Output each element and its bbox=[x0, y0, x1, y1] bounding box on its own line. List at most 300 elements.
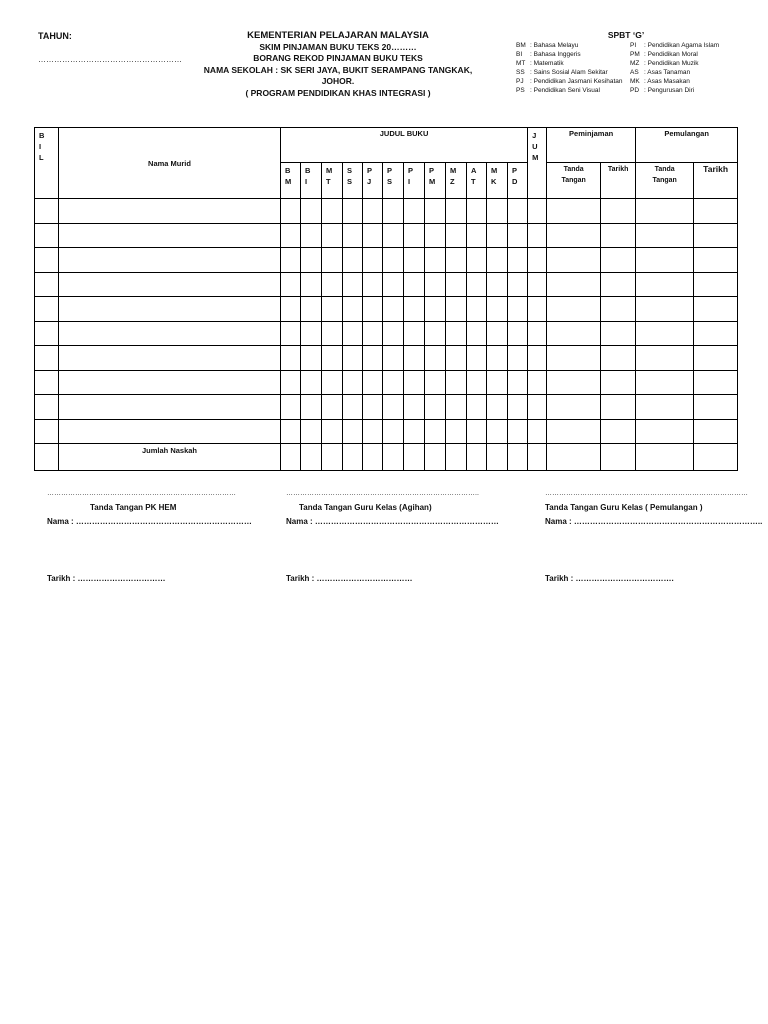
table-cell[interactable] bbox=[467, 444, 487, 471]
legend-item-mt bbox=[516, 59, 623, 68]
table-cell[interactable] bbox=[601, 297, 636, 322]
legend-name: : Pengurusan Diri bbox=[644, 87, 695, 95]
table-row bbox=[35, 346, 738, 371]
table-cell[interactable] bbox=[467, 248, 487, 273]
table-cell[interactable] bbox=[487, 272, 508, 297]
table-cell[interactable] bbox=[301, 444, 322, 471]
table-cell[interactable] bbox=[322, 419, 343, 444]
table-cell[interactable] bbox=[508, 297, 528, 322]
legend-code: PS bbox=[516, 87, 525, 95]
table-cell[interactable] bbox=[35, 199, 59, 224]
table-cell[interactable] bbox=[694, 223, 738, 248]
table-cell[interactable] bbox=[301, 223, 322, 248]
table-cell[interactable] bbox=[425, 346, 446, 371]
table-cell[interactable] bbox=[404, 395, 425, 420]
table-cell[interactable] bbox=[694, 199, 738, 224]
table-cell[interactable] bbox=[547, 248, 601, 273]
legend-item-pj bbox=[516, 77, 623, 86]
table-cell[interactable] bbox=[404, 297, 425, 322]
table-cell[interactable] bbox=[363, 346, 383, 371]
legend-code: AS bbox=[630, 69, 639, 77]
legend-item-mk bbox=[630, 77, 719, 86]
table-cell[interactable] bbox=[528, 419, 547, 444]
table-cell[interactable] bbox=[467, 395, 487, 420]
table-cell[interactable] bbox=[636, 321, 694, 346]
table-cell[interactable] bbox=[547, 419, 601, 444]
table-cell[interactable] bbox=[363, 297, 383, 322]
legend-name: : Sains Sosial Alam Sekitar bbox=[530, 69, 608, 77]
table-cell[interactable] bbox=[694, 370, 738, 395]
table-cell[interactable] bbox=[636, 395, 694, 420]
table-cell[interactable] bbox=[281, 419, 301, 444]
nama-field[interactable]: Nama : …………………………………………………………….. bbox=[545, 517, 763, 526]
table-cell[interactable] bbox=[547, 444, 601, 471]
table-cell[interactable] bbox=[383, 370, 404, 395]
table-cell[interactable] bbox=[528, 297, 547, 322]
subject-code: S S bbox=[347, 166, 353, 186]
table-cell[interactable] bbox=[425, 248, 446, 273]
subject-code: B M bbox=[285, 166, 292, 186]
table-cell[interactable] bbox=[281, 370, 301, 395]
subject-code: P S bbox=[387, 166, 393, 186]
subject-header-ps bbox=[383, 163, 404, 199]
table-cell[interactable] bbox=[363, 199, 383, 224]
table-cell[interactable] bbox=[322, 321, 343, 346]
table-row bbox=[35, 248, 738, 273]
legend-code: BI bbox=[516, 51, 523, 59]
table-cell[interactable] bbox=[508, 444, 528, 471]
nama-field[interactable]: Nama : ………………………………………………………… bbox=[47, 517, 252, 526]
form-title: BORANG REKOD PINJAMAN BUKU TEKS bbox=[253, 53, 423, 64]
table-cell[interactable] bbox=[301, 346, 322, 371]
table-cell[interactable] bbox=[467, 223, 487, 248]
table-cell[interactable] bbox=[425, 272, 446, 297]
table-cell[interactable] bbox=[59, 248, 281, 273]
subject-header-pd bbox=[508, 163, 528, 199]
table-cell[interactable] bbox=[404, 272, 425, 297]
table-cell[interactable] bbox=[446, 199, 467, 224]
table-cell[interactable] bbox=[301, 370, 322, 395]
table-cell[interactable] bbox=[383, 297, 404, 322]
table-row bbox=[35, 297, 738, 322]
signature-pk-hem bbox=[47, 490, 252, 583]
jumlah-naskah-label: Jumlah Naskah bbox=[141, 446, 198, 455]
table-cell[interactable] bbox=[281, 223, 301, 248]
table-cell[interactable] bbox=[35, 297, 59, 322]
table-cell[interactable] bbox=[383, 272, 404, 297]
legend-item-mz bbox=[630, 59, 719, 68]
table-cell[interactable] bbox=[281, 297, 301, 322]
table-cell[interactable] bbox=[59, 419, 281, 444]
scheme-title: SKIM PINJAMAN BUKU TEKS 20……… bbox=[259, 41, 417, 52]
legend-name: : Pendidikan Seni Visual bbox=[530, 87, 600, 95]
table-cell[interactable] bbox=[383, 321, 404, 346]
table-cell[interactable] bbox=[281, 199, 301, 224]
table-cell[interactable] bbox=[322, 248, 343, 273]
subject-code: M Z bbox=[450, 166, 457, 186]
table-cell[interactable] bbox=[487, 370, 508, 395]
tarikh-field[interactable]: Tarikh : ……………………………… bbox=[286, 574, 413, 583]
table-cell[interactable] bbox=[404, 199, 425, 224]
table-cell[interactable] bbox=[694, 321, 738, 346]
table-cell[interactable] bbox=[601, 223, 636, 248]
jum-label: J U M bbox=[532, 131, 539, 162]
subject-code: A T bbox=[471, 166, 477, 186]
table-row bbox=[35, 199, 738, 224]
table-cell[interactable] bbox=[508, 419, 528, 444]
table-cell[interactable] bbox=[343, 321, 363, 346]
table-cell[interactable] bbox=[404, 444, 425, 471]
tarikh-field[interactable]: Tarikh : …………………………… bbox=[47, 574, 166, 583]
table-cell[interactable] bbox=[59, 395, 281, 420]
table-cell[interactable] bbox=[467, 419, 487, 444]
signature-line[interactable]: …………………………………………………………………………… bbox=[545, 490, 748, 497]
table-cell[interactable] bbox=[281, 346, 301, 371]
table-cell[interactable] bbox=[446, 370, 467, 395]
legend-item-bi bbox=[516, 50, 623, 59]
table-cell[interactable] bbox=[694, 297, 738, 322]
table-cell[interactable] bbox=[363, 395, 383, 420]
table-cell[interactable] bbox=[601, 321, 636, 346]
table-cell[interactable] bbox=[301, 419, 322, 444]
legend-item-ss bbox=[516, 68, 623, 77]
nama-murid-label: Nama Murid bbox=[148, 158, 191, 168]
subject-header-bi bbox=[301, 163, 322, 199]
table-cell[interactable] bbox=[301, 297, 322, 322]
legend-code: MT bbox=[516, 60, 526, 68]
legend-code: PJ bbox=[516, 78, 524, 86]
table-cell[interactable] bbox=[446, 223, 467, 248]
table-cell[interactable] bbox=[35, 346, 59, 371]
table-cell[interactable] bbox=[281, 272, 301, 297]
table-cell[interactable] bbox=[425, 223, 446, 248]
subject-code: P I bbox=[408, 166, 414, 186]
table-cell[interactable] bbox=[694, 346, 738, 371]
table-cell[interactable] bbox=[467, 321, 487, 346]
table-cell[interactable] bbox=[487, 321, 508, 346]
table-cell[interactable] bbox=[601, 370, 636, 395]
table-cell[interactable] bbox=[301, 321, 322, 346]
table-cell[interactable] bbox=[363, 321, 383, 346]
table-cell[interactable] bbox=[59, 199, 281, 224]
table-cell[interactable] bbox=[322, 395, 343, 420]
subject-code: P M bbox=[429, 166, 436, 186]
table-cell[interactable] bbox=[694, 248, 738, 273]
table-cell[interactable] bbox=[425, 444, 446, 471]
table-cell[interactable] bbox=[508, 346, 528, 371]
subject-header-at bbox=[467, 163, 487, 199]
table-cell[interactable] bbox=[694, 272, 738, 297]
table-cell[interactable] bbox=[363, 223, 383, 248]
table-cell[interactable] bbox=[446, 346, 467, 371]
table-cell[interactable] bbox=[547, 395, 601, 420]
table-cell[interactable] bbox=[636, 248, 694, 273]
legend-name: : Bahasa Melayu bbox=[530, 42, 579, 49]
table-cell[interactable] bbox=[528, 370, 547, 395]
record-table bbox=[34, 127, 738, 471]
peminjaman-header bbox=[547, 128, 636, 163]
table-cell[interactable] bbox=[425, 199, 446, 224]
pemulangan-tarikh-header bbox=[694, 163, 738, 199]
table-cell[interactable] bbox=[528, 444, 547, 471]
school-name: NAMA SEKOLAH : SK SERI JAYA, BUKIT SERAMPANG TANGKAK, JOHOR. bbox=[203, 64, 473, 87]
table-row bbox=[35, 272, 738, 297]
table-cell[interactable] bbox=[343, 272, 363, 297]
legend-item-as bbox=[630, 68, 719, 77]
table-cell[interactable] bbox=[59, 346, 281, 371]
table-cell[interactable] bbox=[425, 419, 446, 444]
table-cell[interactable] bbox=[59, 223, 281, 248]
table-cell[interactable] bbox=[35, 444, 59, 471]
table-cell[interactable] bbox=[383, 419, 404, 444]
legend-code: SS bbox=[516, 69, 525, 77]
table-cell[interactable] bbox=[547, 272, 601, 297]
table-cell[interactable] bbox=[446, 395, 467, 420]
table-cell[interactable] bbox=[404, 223, 425, 248]
table-cell[interactable] bbox=[636, 346, 694, 371]
subject-header-mz bbox=[446, 163, 467, 199]
table-cell[interactable] bbox=[528, 346, 547, 371]
table-cell[interactable] bbox=[425, 395, 446, 420]
subject-code: M K bbox=[491, 166, 498, 186]
table-cell[interactable] bbox=[508, 370, 528, 395]
table-cell[interactable] bbox=[446, 297, 467, 322]
table-cell[interactable] bbox=[281, 444, 301, 471]
table-cell[interactable] bbox=[528, 248, 547, 273]
table-cell[interactable] bbox=[301, 248, 322, 273]
table-cell[interactable] bbox=[547, 321, 601, 346]
legend-right bbox=[630, 41, 719, 96]
subject-code: M T bbox=[326, 166, 333, 186]
table-cell[interactable] bbox=[404, 321, 425, 346]
table-row bbox=[35, 419, 738, 444]
table-cell[interactable] bbox=[694, 395, 738, 420]
table-cell[interactable] bbox=[343, 395, 363, 420]
table-cell[interactable] bbox=[547, 297, 601, 322]
legend-item-pd bbox=[630, 86, 719, 95]
table-cell[interactable] bbox=[404, 346, 425, 371]
table-cell[interactable] bbox=[446, 419, 467, 444]
legend-name: : Asas Masakan bbox=[644, 78, 690, 86]
table-cell[interactable] bbox=[343, 223, 363, 248]
table-cell[interactable] bbox=[343, 419, 363, 444]
table-cell[interactable] bbox=[636, 370, 694, 395]
table-cell[interactable] bbox=[467, 346, 487, 371]
table-cell[interactable] bbox=[343, 199, 363, 224]
table-cell[interactable] bbox=[363, 444, 383, 471]
table-cell[interactable] bbox=[281, 395, 301, 420]
table-cell[interactable] bbox=[35, 370, 59, 395]
table-cell[interactable] bbox=[528, 199, 547, 224]
table-cell[interactable] bbox=[601, 346, 636, 371]
table-cell[interactable] bbox=[343, 444, 363, 471]
table-cell[interactable] bbox=[547, 346, 601, 371]
jumlah-naskah-cell bbox=[59, 444, 281, 471]
table-cell[interactable] bbox=[404, 370, 425, 395]
table-cell[interactable] bbox=[35, 419, 59, 444]
table-cell[interactable] bbox=[508, 248, 528, 273]
legend-left bbox=[516, 41, 623, 96]
table-cell[interactable] bbox=[301, 272, 322, 297]
table-cell[interactable] bbox=[528, 395, 547, 420]
table-cell[interactable] bbox=[528, 223, 547, 248]
table-cell[interactable] bbox=[383, 248, 404, 273]
table-cell[interactable] bbox=[508, 395, 528, 420]
jumlah-row bbox=[35, 444, 738, 471]
table-cell[interactable] bbox=[547, 370, 601, 395]
table-cell[interactable] bbox=[59, 297, 281, 322]
signature-guru-agihan bbox=[286, 490, 499, 583]
table-cell[interactable] bbox=[601, 248, 636, 273]
table-cell[interactable] bbox=[425, 370, 446, 395]
table-cell[interactable] bbox=[383, 223, 404, 248]
table-cell[interactable] bbox=[363, 248, 383, 273]
table-cell[interactable] bbox=[446, 272, 467, 297]
signature-title: Tanda Tangan Guru Kelas ( Pemulangan ) bbox=[545, 503, 703, 512]
table-cell[interactable] bbox=[636, 297, 694, 322]
table-cell[interactable] bbox=[487, 223, 508, 248]
table-cell[interactable] bbox=[694, 419, 738, 444]
nama-field[interactable]: Nama : …………………………………………………………… bbox=[286, 517, 499, 526]
table-cell[interactable] bbox=[508, 272, 528, 297]
table-cell[interactable] bbox=[363, 370, 383, 395]
table-cell[interactable] bbox=[35, 272, 59, 297]
table-cell[interactable] bbox=[528, 321, 547, 346]
table-cell[interactable] bbox=[343, 248, 363, 273]
table-cell[interactable] bbox=[425, 321, 446, 346]
table-cell[interactable] bbox=[547, 223, 601, 248]
legend-name: : Pendidikan Muzik bbox=[644, 60, 699, 68]
table-cell[interactable] bbox=[601, 199, 636, 224]
peminjaman-tanda-tangan-label: Tanda Tangan bbox=[561, 166, 586, 184]
table-cell[interactable] bbox=[487, 248, 508, 273]
table-cell[interactable] bbox=[508, 199, 528, 224]
table-cell[interactable] bbox=[404, 419, 425, 444]
tarikh-field[interactable]: Tarikh : ………………………………. bbox=[545, 574, 674, 583]
jum-header bbox=[528, 128, 547, 199]
table-cell[interactable] bbox=[363, 419, 383, 444]
legend-name: : Bahasa Inggeris bbox=[530, 51, 581, 59]
table-cell[interactable] bbox=[446, 321, 467, 346]
pemulangan-tarikh-label: Tarikh bbox=[703, 164, 729, 174]
table-cell[interactable] bbox=[508, 223, 528, 248]
table-cell[interactable] bbox=[383, 346, 404, 371]
table-row bbox=[35, 395, 738, 420]
table-cell[interactable] bbox=[322, 223, 343, 248]
table-cell[interactable] bbox=[487, 444, 508, 471]
table-cell[interactable] bbox=[636, 199, 694, 224]
table-cell[interactable] bbox=[487, 419, 508, 444]
table-cell[interactable] bbox=[467, 297, 487, 322]
subject-header-ss bbox=[343, 163, 363, 199]
table-cell[interactable] bbox=[446, 444, 467, 471]
pemulangan-tanda-tangan-label: Tanda Tangan bbox=[652, 166, 677, 184]
table-cell[interactable] bbox=[636, 223, 694, 248]
legend-item-bm bbox=[516, 41, 623, 50]
table-row bbox=[35, 321, 738, 346]
table-cell[interactable] bbox=[487, 346, 508, 371]
table-cell[interactable] bbox=[446, 248, 467, 273]
table-cell[interactable] bbox=[281, 321, 301, 346]
table-cell[interactable] bbox=[694, 444, 738, 471]
table-cell[interactable] bbox=[487, 395, 508, 420]
table-cell[interactable] bbox=[467, 370, 487, 395]
legend-item-pm bbox=[630, 50, 719, 59]
table-cell[interactable] bbox=[322, 346, 343, 371]
signature-line[interactable]: ……………………………………………………………………… bbox=[47, 490, 236, 497]
table-cell[interactable] bbox=[636, 444, 694, 471]
table-cell[interactable] bbox=[601, 444, 636, 471]
table-cell[interactable] bbox=[322, 370, 343, 395]
table-cell[interactable] bbox=[383, 444, 404, 471]
tahun-line: ……………………………………………… bbox=[38, 55, 182, 64]
legend-item-pi bbox=[630, 41, 719, 50]
table-row bbox=[35, 370, 738, 395]
table-cell[interactable] bbox=[343, 370, 363, 395]
table-cell[interactable] bbox=[467, 199, 487, 224]
peminjaman-tarikh-header bbox=[601, 163, 636, 199]
table-cell[interactable] bbox=[343, 346, 363, 371]
table-cell[interactable] bbox=[35, 248, 59, 273]
subject-header-pj bbox=[363, 163, 383, 199]
table-cell[interactable] bbox=[425, 297, 446, 322]
table-cell[interactable] bbox=[322, 272, 343, 297]
table-cell[interactable] bbox=[528, 272, 547, 297]
judul-buku-label: JUDUL BUKU bbox=[379, 129, 429, 138]
subject-header-mk bbox=[487, 163, 508, 199]
table-cell[interactable] bbox=[59, 321, 281, 346]
table-cell[interactable] bbox=[601, 395, 636, 420]
table-cell[interactable] bbox=[322, 199, 343, 224]
legend-item-ps bbox=[516, 86, 623, 95]
table-cell[interactable] bbox=[363, 272, 383, 297]
table-cell[interactable] bbox=[601, 272, 636, 297]
signature-line[interactable]: ……………………………………………………………………….. bbox=[286, 490, 479, 497]
table-cell[interactable] bbox=[383, 199, 404, 224]
table-cell[interactable] bbox=[59, 272, 281, 297]
subject-code: B I bbox=[305, 166, 311, 186]
table-cell[interactable] bbox=[343, 297, 363, 322]
table-cell[interactable] bbox=[35, 321, 59, 346]
table-cell[interactable] bbox=[487, 199, 508, 224]
legend-code: PM bbox=[630, 51, 640, 59]
table-cell[interactable] bbox=[636, 419, 694, 444]
table-cell[interactable] bbox=[508, 321, 528, 346]
table-cell[interactable] bbox=[301, 199, 322, 224]
table-cell[interactable] bbox=[467, 272, 487, 297]
table-cell[interactable] bbox=[547, 199, 601, 224]
table-cell[interactable] bbox=[35, 395, 59, 420]
table-cell[interactable] bbox=[383, 395, 404, 420]
legend-code: MZ bbox=[630, 60, 640, 68]
table-cell[interactable] bbox=[601, 419, 636, 444]
table-cell[interactable] bbox=[404, 248, 425, 273]
tahun-label: TAHUN: bbox=[38, 31, 72, 41]
table-cell[interactable] bbox=[301, 395, 322, 420]
bil-label: B I L bbox=[39, 131, 45, 162]
table-cell[interactable] bbox=[35, 223, 59, 248]
table-cell[interactable] bbox=[322, 297, 343, 322]
signature-title: Tanda Tangan Guru Kelas (Agihan) bbox=[299, 503, 432, 512]
table-cell[interactable] bbox=[487, 297, 508, 322]
table-cell[interactable] bbox=[322, 444, 343, 471]
table-cell[interactable] bbox=[59, 370, 281, 395]
table-cell[interactable] bbox=[281, 248, 301, 273]
subject-header-pi bbox=[404, 163, 425, 199]
judul-buku-header bbox=[281, 128, 528, 163]
table-cell[interactable] bbox=[636, 272, 694, 297]
subject-code: P J bbox=[367, 166, 373, 186]
